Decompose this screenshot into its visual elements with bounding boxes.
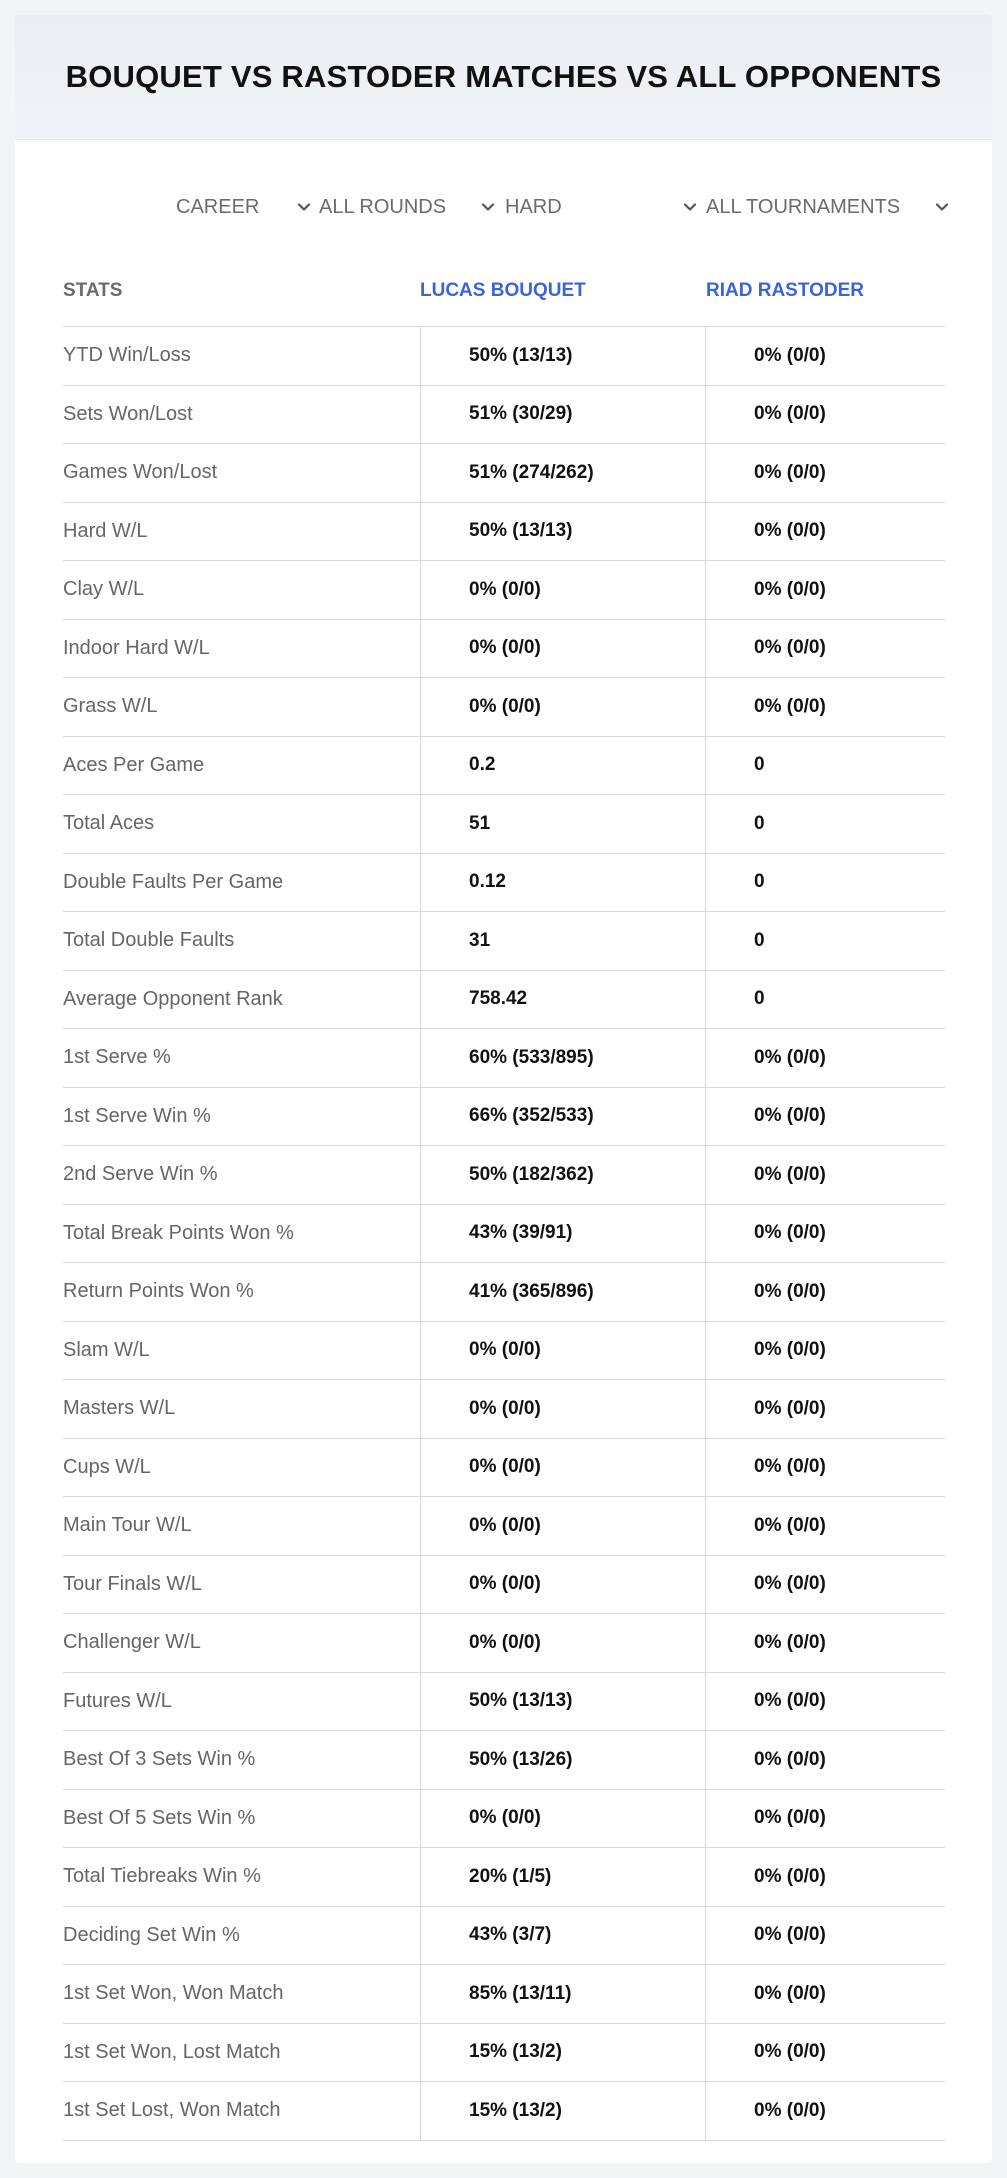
table-row [63,327,945,386]
table-row [63,678,945,737]
stat-name: Hard W/L [63,519,148,542]
stat-name: Slam W/L [63,1338,150,1361]
player1-value: 50% (13/13) [420,327,705,385]
surface-select-label: HARD [505,195,562,218]
rounds-select[interactable] [319,187,499,227]
table-header [63,255,945,327]
table-row [63,1088,945,1147]
stats-card [15,15,992,2163]
stat-name: Total Break Points Won % [63,1221,294,1244]
table-row [63,503,945,562]
table-row [63,1205,945,1264]
player2-value: 0% (0/0) [705,1029,945,1087]
stat-name: Indoor Hard W/L [63,636,210,659]
stat-name: Masters W/L [63,1397,176,1420]
table-row [63,1790,945,1849]
player2-value: 0% (0/0) [705,1263,945,1321]
player2-value: 0 [705,737,945,795]
player2-value: 0% (0/0) [705,561,945,619]
chevron-down-icon [934,199,950,215]
player2-value: 0% (0/0) [705,1731,945,1789]
table-row [63,386,945,445]
player1-value: 43% (39/91) [420,1205,705,1263]
table-row [63,1146,945,1205]
player1-value: 0% (0/0) [420,1497,705,1555]
table-row [63,1731,945,1790]
stat-name: Clay W/L [63,578,145,601]
stats-table [63,255,945,2141]
chevron-down-icon [480,199,496,215]
player1-value: 0% (0/0) [420,678,705,736]
filter-bar [15,187,992,227]
player1-value: 0.2 [420,737,705,795]
player1-value: 66% (352/533) [420,1088,705,1146]
stat-name: 1st Serve Win % [63,1104,211,1127]
table-row [63,1673,945,1732]
player2-value: 0% (0/0) [705,1614,945,1672]
player2-value: 0% (0/0) [705,1848,945,1906]
player2-value: 0% (0/0) [705,1322,945,1380]
table-row [63,2082,945,2141]
surface-select[interactable] [505,187,705,227]
player1-value: 0% (0/0) [420,1380,705,1438]
player2-value: 0% (0/0) [705,503,945,561]
player1-value: 0% (0/0) [420,561,705,619]
page-header [15,15,992,140]
stat-name: Aces Per Game [63,753,205,776]
player2-value: 0% (0/0) [705,1088,945,1146]
table-row [63,1497,945,1556]
table-row [63,1322,945,1381]
player1-value: 0% (0/0) [420,1556,705,1614]
table-row [63,1965,945,2024]
stat-name: Games Won/Lost [63,461,218,484]
player2-value: 0% (0/0) [705,1790,945,1848]
table-row [63,737,945,796]
player1-value: 51 [420,795,705,853]
player1-value: 51% (274/262) [420,444,705,502]
stat-name: 2nd Serve Win % [63,1163,218,1186]
table-row [63,561,945,620]
table-row [63,1029,945,1088]
rounds-select-label: ALL ROUNDS [319,195,447,218]
player1-value: 50% (13/13) [420,1673,705,1731]
table-row [63,912,945,971]
table-row [63,1556,945,1615]
stat-name: Return Points Won % [63,1280,254,1303]
player1-value: 85% (13/11) [420,1965,705,2023]
player2-link[interactable]: RIAD RASTODER [706,279,864,301]
player1-value: 41% (365/896) [420,1263,705,1321]
stat-name: Main Tour W/L [63,1514,192,1537]
table-row [63,444,945,503]
player2-value: 0 [705,795,945,853]
stat-name: Challenger W/L [63,1631,201,1654]
player1-value: 758.42 [420,971,705,1029]
table-row [63,1263,945,1322]
stat-name: YTD Win/Loss [63,344,191,367]
player2-value: 0% (0/0) [705,2082,945,2140]
table-body [63,327,945,2141]
player2-value: 0% (0/0) [705,678,945,736]
player2-value: 0% (0/0) [705,1965,945,2023]
player1-value: 15% (13/2) [420,2024,705,2082]
stat-name: Best Of 5 Sets Win % [63,1806,256,1829]
stat-name: Grass W/L [63,695,158,718]
player2-value: 0% (0/0) [705,1439,945,1497]
table-row [63,1907,945,1966]
stat-name: Deciding Set Win % [63,1923,240,1946]
player2-value: 0% (0/0) [705,1380,945,1438]
player1-value: 50% (13/13) [420,503,705,561]
player1-value: 0% (0/0) [420,1614,705,1672]
table-row [63,1848,945,1907]
player2-value: 0% (0/0) [705,386,945,444]
stat-name: Cups W/L [63,1455,151,1478]
stat-name: Futures W/L [63,1689,172,1712]
player2-value: 0 [705,854,945,912]
player1-value: 0% (0/0) [420,1439,705,1497]
player2-value: 0 [705,971,945,1029]
table-row [63,971,945,1030]
player2-value: 0% (0/0) [705,327,945,385]
stat-name: 1st Set Lost, Won Match [63,2099,281,2122]
player1-value: 0% (0/0) [420,1322,705,1380]
stat-name: Total Aces [63,812,155,835]
player2-value: 0% (0/0) [705,620,945,678]
player1-value: 51% (30/29) [420,386,705,444]
player1-value: 50% (182/362) [420,1146,705,1204]
stat-name: Total Double Faults [63,929,235,952]
stat-name: Average Opponent Rank [63,987,283,1010]
chevron-down-icon [296,199,312,215]
table-row [63,1614,945,1673]
table-row [63,2024,945,2083]
player1-value: 0% (0/0) [420,1790,705,1848]
stat-name: 1st Set Won, Lost Match [63,2040,281,2063]
period-select[interactable] [176,187,316,227]
page-title: BOUQUET VS RASTODER MATCHES VS ALL OPPONENTS [65,59,942,94]
stat-name: Total Tiebreaks Win % [63,1865,261,1888]
player2-value: 0% (0/0) [705,444,945,502]
player1-value: 15% (13/2) [420,2082,705,2140]
player2-value: 0% (0/0) [705,1556,945,1614]
player1-value: 43% (3/7) [420,1907,705,1965]
player2-value: 0% (0/0) [705,1497,945,1555]
player2-value: 0% (0/0) [705,1907,945,1965]
player1-value: 31 [420,912,705,970]
stats-column-header: STATS [63,279,123,301]
stat-name: Double Faults Per Game [63,870,284,893]
table-row [63,1439,945,1498]
player1-value: 50% (13/26) [420,1731,705,1789]
player2-value: 0% (0/0) [705,1205,945,1263]
stat-name: Sets Won/Lost [63,402,193,425]
table-row [63,795,945,854]
stat-name: 1st Set Won, Won Match [63,1982,284,2005]
player1-value: 0% (0/0) [420,620,705,678]
player1-value: 60% (533/895) [420,1029,705,1087]
player2-value: 0% (0/0) [705,2024,945,2082]
player1-link[interactable]: LUCAS BOUQUET [420,279,586,301]
player2-value: 0% (0/0) [705,1146,945,1204]
stat-name: Tour Finals W/L [63,1572,202,1595]
player1-value: 0.12 [420,854,705,912]
tournaments-select-label: ALL TOURNAMENTS [706,195,901,218]
chevron-down-icon [682,199,698,215]
player2-value: 0% (0/0) [705,1673,945,1731]
stat-name: Best Of 3 Sets Win % [63,1748,256,1771]
player1-value: 20% (1/5) [420,1848,705,1906]
table-row [63,1380,945,1439]
table-row [63,620,945,679]
table-row [63,854,945,913]
period-select-label: CAREER [176,195,260,218]
player2-value: 0 [705,912,945,970]
stat-name: 1st Serve % [63,1046,171,1069]
tournaments-select[interactable] [706,187,961,227]
